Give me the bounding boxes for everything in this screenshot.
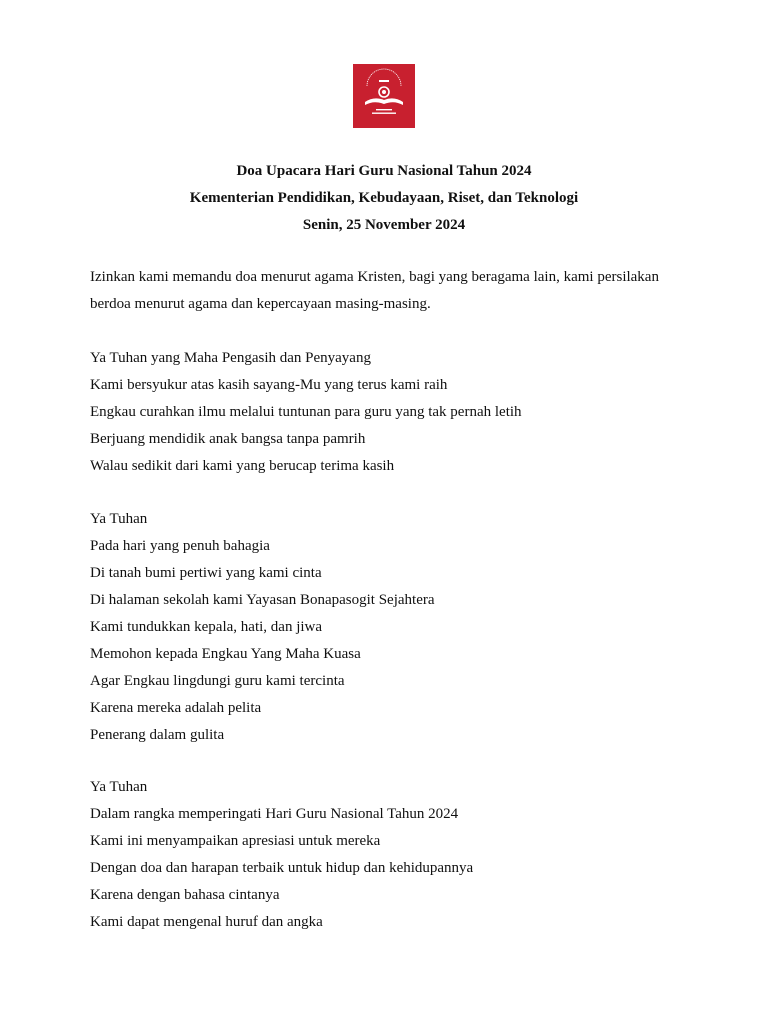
intro-paragraph (90, 264, 690, 318)
stanza-line: Ya Tuhan (90, 779, 148, 795)
stanza-line: Karena dengan bahasa cintanya (90, 887, 280, 903)
stanza-line: Dengan doa dan harapan terbaik untuk hidup dan kehidupannya (90, 860, 474, 876)
stanza-line: Memohon kepada Engkau Yang Maha Kuasa (90, 646, 361, 662)
stanza-line: Berjuang mendidik anak bangsa tanpa pamrih (90, 431, 366, 447)
stanza-line: Agar Engkau lingdungi guru kami tercinta (90, 673, 345, 689)
stanza-line: Kami tundukkan kepala, hati, dan jiwa (90, 619, 323, 635)
stanza-line: Penerang dalam gulita (90, 727, 225, 743)
intro-line: Izinkan kami memandu doa menurut agama Kristen, bagi yang beragama lain, kami persilakan (90, 269, 659, 285)
stanza-line: Karena mereka adalah pelita (90, 700, 262, 716)
stanza-line: Ya Tuhan yang Maha Pengasih dan Penyayang (90, 350, 371, 366)
hari-guru-logo (353, 64, 415, 128)
intro-line: berdoa menurut agama dan kepercayaan masing-masing. (90, 296, 431, 312)
prayer-stanza-2 (90, 506, 690, 749)
document-date: Senin, 25 November 2024 (302, 217, 466, 233)
document-heading (0, 158, 768, 239)
document-title: Doa Upacara Hari Guru Nasional Tahun 2024 (236, 163, 532, 179)
stanza-line: Kami bersyukur atas kasih sayang-Mu yang terus kami raih (90, 377, 448, 393)
ministry-name: Kementerian Pendidikan, Kebudayaan, Riset, dan Teknologi (189, 190, 579, 206)
stanza-line: Kami ini menyampaikan apresiasi untuk mereka (90, 833, 381, 849)
stanza-line: Kami dapat mengenal huruf dan angka (90, 914, 323, 930)
prayer-stanza-3 (90, 774, 690, 936)
stanza-line: Ya Tuhan (90, 511, 148, 527)
prayer-stanza-1 (90, 345, 690, 480)
stanza-line: Engkau curahkan ilmu melalui tuntunan para guru yang tak pernah letih (90, 404, 522, 420)
stanza-line: Walau sedikit dari kami yang berucap terima kasih (90, 458, 395, 474)
stanza-line: Di halaman sekolah kami Yayasan Bonapasogit Sejahtera (90, 592, 435, 608)
stanza-line: Dalam rangka memperingati Hari Guru Nasional Tahun 2024 (90, 806, 459, 822)
stanza-line: Pada hari yang penuh bahagia (90, 538, 270, 554)
stanza-line: Di tanah bumi pertiwi yang kami cinta (90, 565, 322, 581)
